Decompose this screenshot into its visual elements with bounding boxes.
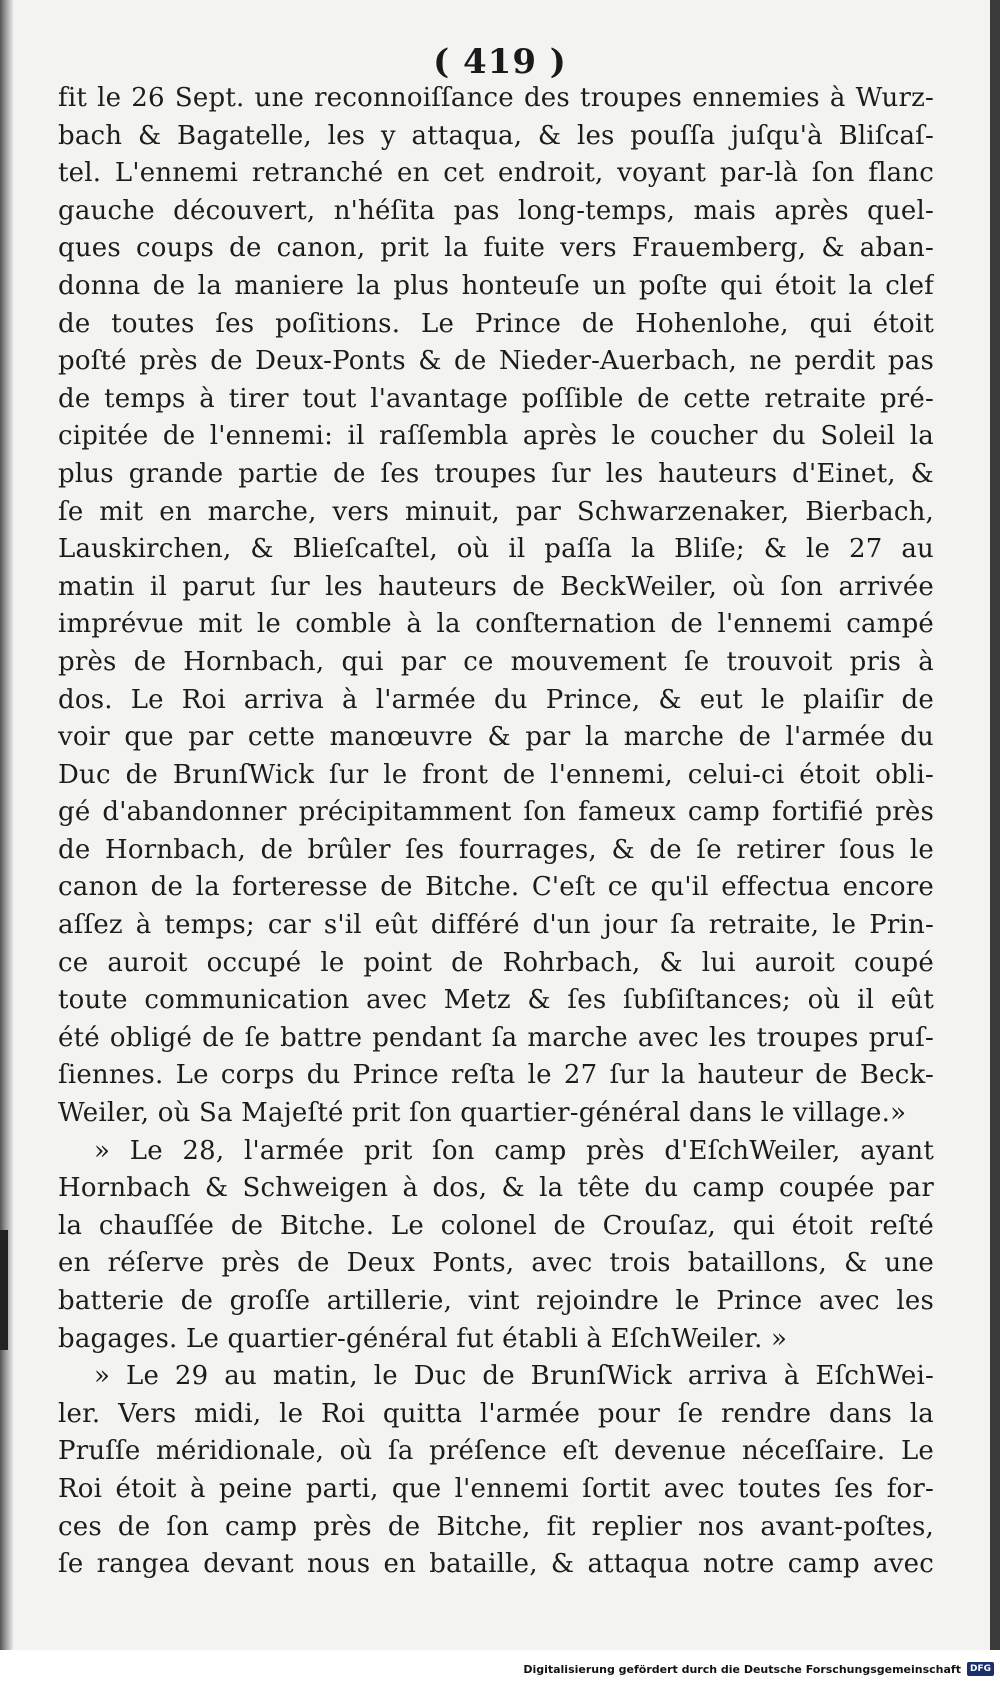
text-line: ſiennes. Le corps du Prince reſta le 27 ſur la hauteur de Beck- [58, 1060, 934, 1091]
text-line: tel. L'ennemi retranché en cet endroit, voyant par-là ſon flanc [58, 158, 934, 189]
text-line: plus grande partie de ſes troupes ſur les hauteurs d'Einet, & [58, 458, 934, 489]
credit-text: Digitalisierung gefördert durch die Deutsche Forschungsgemeinschaft [523, 1662, 961, 1676]
page-edge-strip [990, 0, 1000, 1650]
page-number: ( 419 ) [433, 42, 567, 82]
text-line: matin il parut ſur les hauteurs de BeckWeiler, où ſon arrivée [58, 571, 934, 602]
text-line: bach & Bagatelle, les y attaqua, & les pouſſa juſqu'à Bliſcaſ- [58, 120, 934, 151]
text-line: Duc de BrunſWick ſur le front de l'ennemi, celui-ci étoit obli- [58, 759, 934, 790]
text-line: Hornbach & Schweigen à dos, & la tête du camp coupée par [58, 1173, 934, 1204]
text-line: toute communication avec Metz & ſes ſubſiſtances; où il eût [58, 985, 934, 1016]
text-line: ſe mit en marche, vers minuit, par Schwarzenaker, Bierbach, [58, 496, 934, 527]
text-line: poſté près de Deux-Ponts & de Nieder-Auerbach, ne perdit pas [58, 346, 934, 377]
text-line: Pruſſe méridionale, où ſa préſence eſt devenue néceſſaire. Le [58, 1436, 934, 1467]
text-line: ler. Vers midi, le Roi quitta l'armée pour ſe rendre dans la [58, 1398, 934, 1429]
text-line: » Le 28, l'armée prit ſon camp près d'EſchWeiler, ayant [94, 1135, 934, 1166]
text-line: Lauskirchen, & Blieſcaſtel, où il paſſa la Bliſe; & le 27 au [58, 534, 934, 565]
text-line: batterie de groſſe artillerie, vint rejoindre le Prince avec les [58, 1286, 934, 1316]
digitization-credit [523, 1662, 994, 1676]
text-line: canon de la forteresse de Bitche. C'eſt ce qu'il effectua encore [58, 872, 934, 903]
text-line: cipitée de l'ennemi: il raſſembla après le coucher du Soleil la [58, 421, 934, 452]
text-line: ſe rangea devant nous en bataille, & attaqua notre camp avec [58, 1549, 934, 1580]
text-line: Roi étoit à peine parti, que l'ennemi ſortit avec toutes ſes for- [58, 1473, 934, 1504]
text-line: ques coups de canon, prit la fuite vers Frauemberg, & aban- [58, 233, 934, 264]
text-line: de toutes ſes poſitions. Le Prince de Hohenlohe, qui étoit [58, 308, 934, 339]
body-text [58, 80, 934, 1584]
text-line: gauche découvert, n'héſita pas long-temps, mais après quel- [58, 195, 934, 226]
text-line: donna de la maniere la plus honteuſe un poſte qui étoit la clef [58, 270, 934, 301]
text-line: bagages. Le quartier-général fut établi à EſchWeiler. » [58, 1323, 788, 1354]
text-line: gé d'abandonner précipitamment ſon fameux camp fortifié près [58, 797, 934, 828]
gutter-mark [0, 1230, 8, 1350]
text-line: dos. Le Roi arriva à l'armée du Prince, & eut le plaiſir de [58, 684, 934, 715]
text-line: été obligé de ſe battre pendant ſa marche avec les troupes pruſ- [58, 1022, 934, 1053]
page-gutter-shadow [0, 0, 14, 1650]
text-line: » Le 29 au matin, le Duc de BrunſWick arriva à EſchWei- [94, 1361, 934, 1392]
text-line: ces de ſon camp près de Bitche, fit replier nos avant-poſtes, [58, 1511, 934, 1542]
text-line: la chauſſée de Bitche. Le colonel de Crouſaz, qui étoit reſté [58, 1210, 934, 1241]
text-line: près de Hornbach, qui par ce mouvement ſe trouvoit pris à [58, 646, 934, 677]
text-line: Weiler, où Sa Majeſté prit ſon quartier-général dans le village.» [58, 1098, 907, 1129]
dfg-logo: DFG [967, 1662, 994, 1676]
text-line: imprévue mit le comble à la conſternation de l'ennemi campé [58, 609, 934, 640]
text-line: aſſez à temps; car s'il eût différé d'un jour ſa retraite, le Prin- [58, 910, 934, 941]
text-line: de temps à tirer tout l'avantage poſſible de cette retraite pré- [58, 383, 934, 414]
text-line: en réſerve près de Deux Ponts, avec trois bataillons, & une [58, 1248, 934, 1279]
text-line: fit le 26 Sept. une reconnoiſſance des troupes ennemies à Wurz- [58, 83, 934, 113]
text-line: voir que par cette manœuvre & par la marche de l'armée du [58, 722, 934, 753]
text-line: ce auroit occupé le point de Rohrbach, & lui auroit coupé [58, 947, 934, 978]
text-line: de Hornbach, de brûler ſes fourrages, & de ſe retirer ſous le [58, 834, 934, 865]
